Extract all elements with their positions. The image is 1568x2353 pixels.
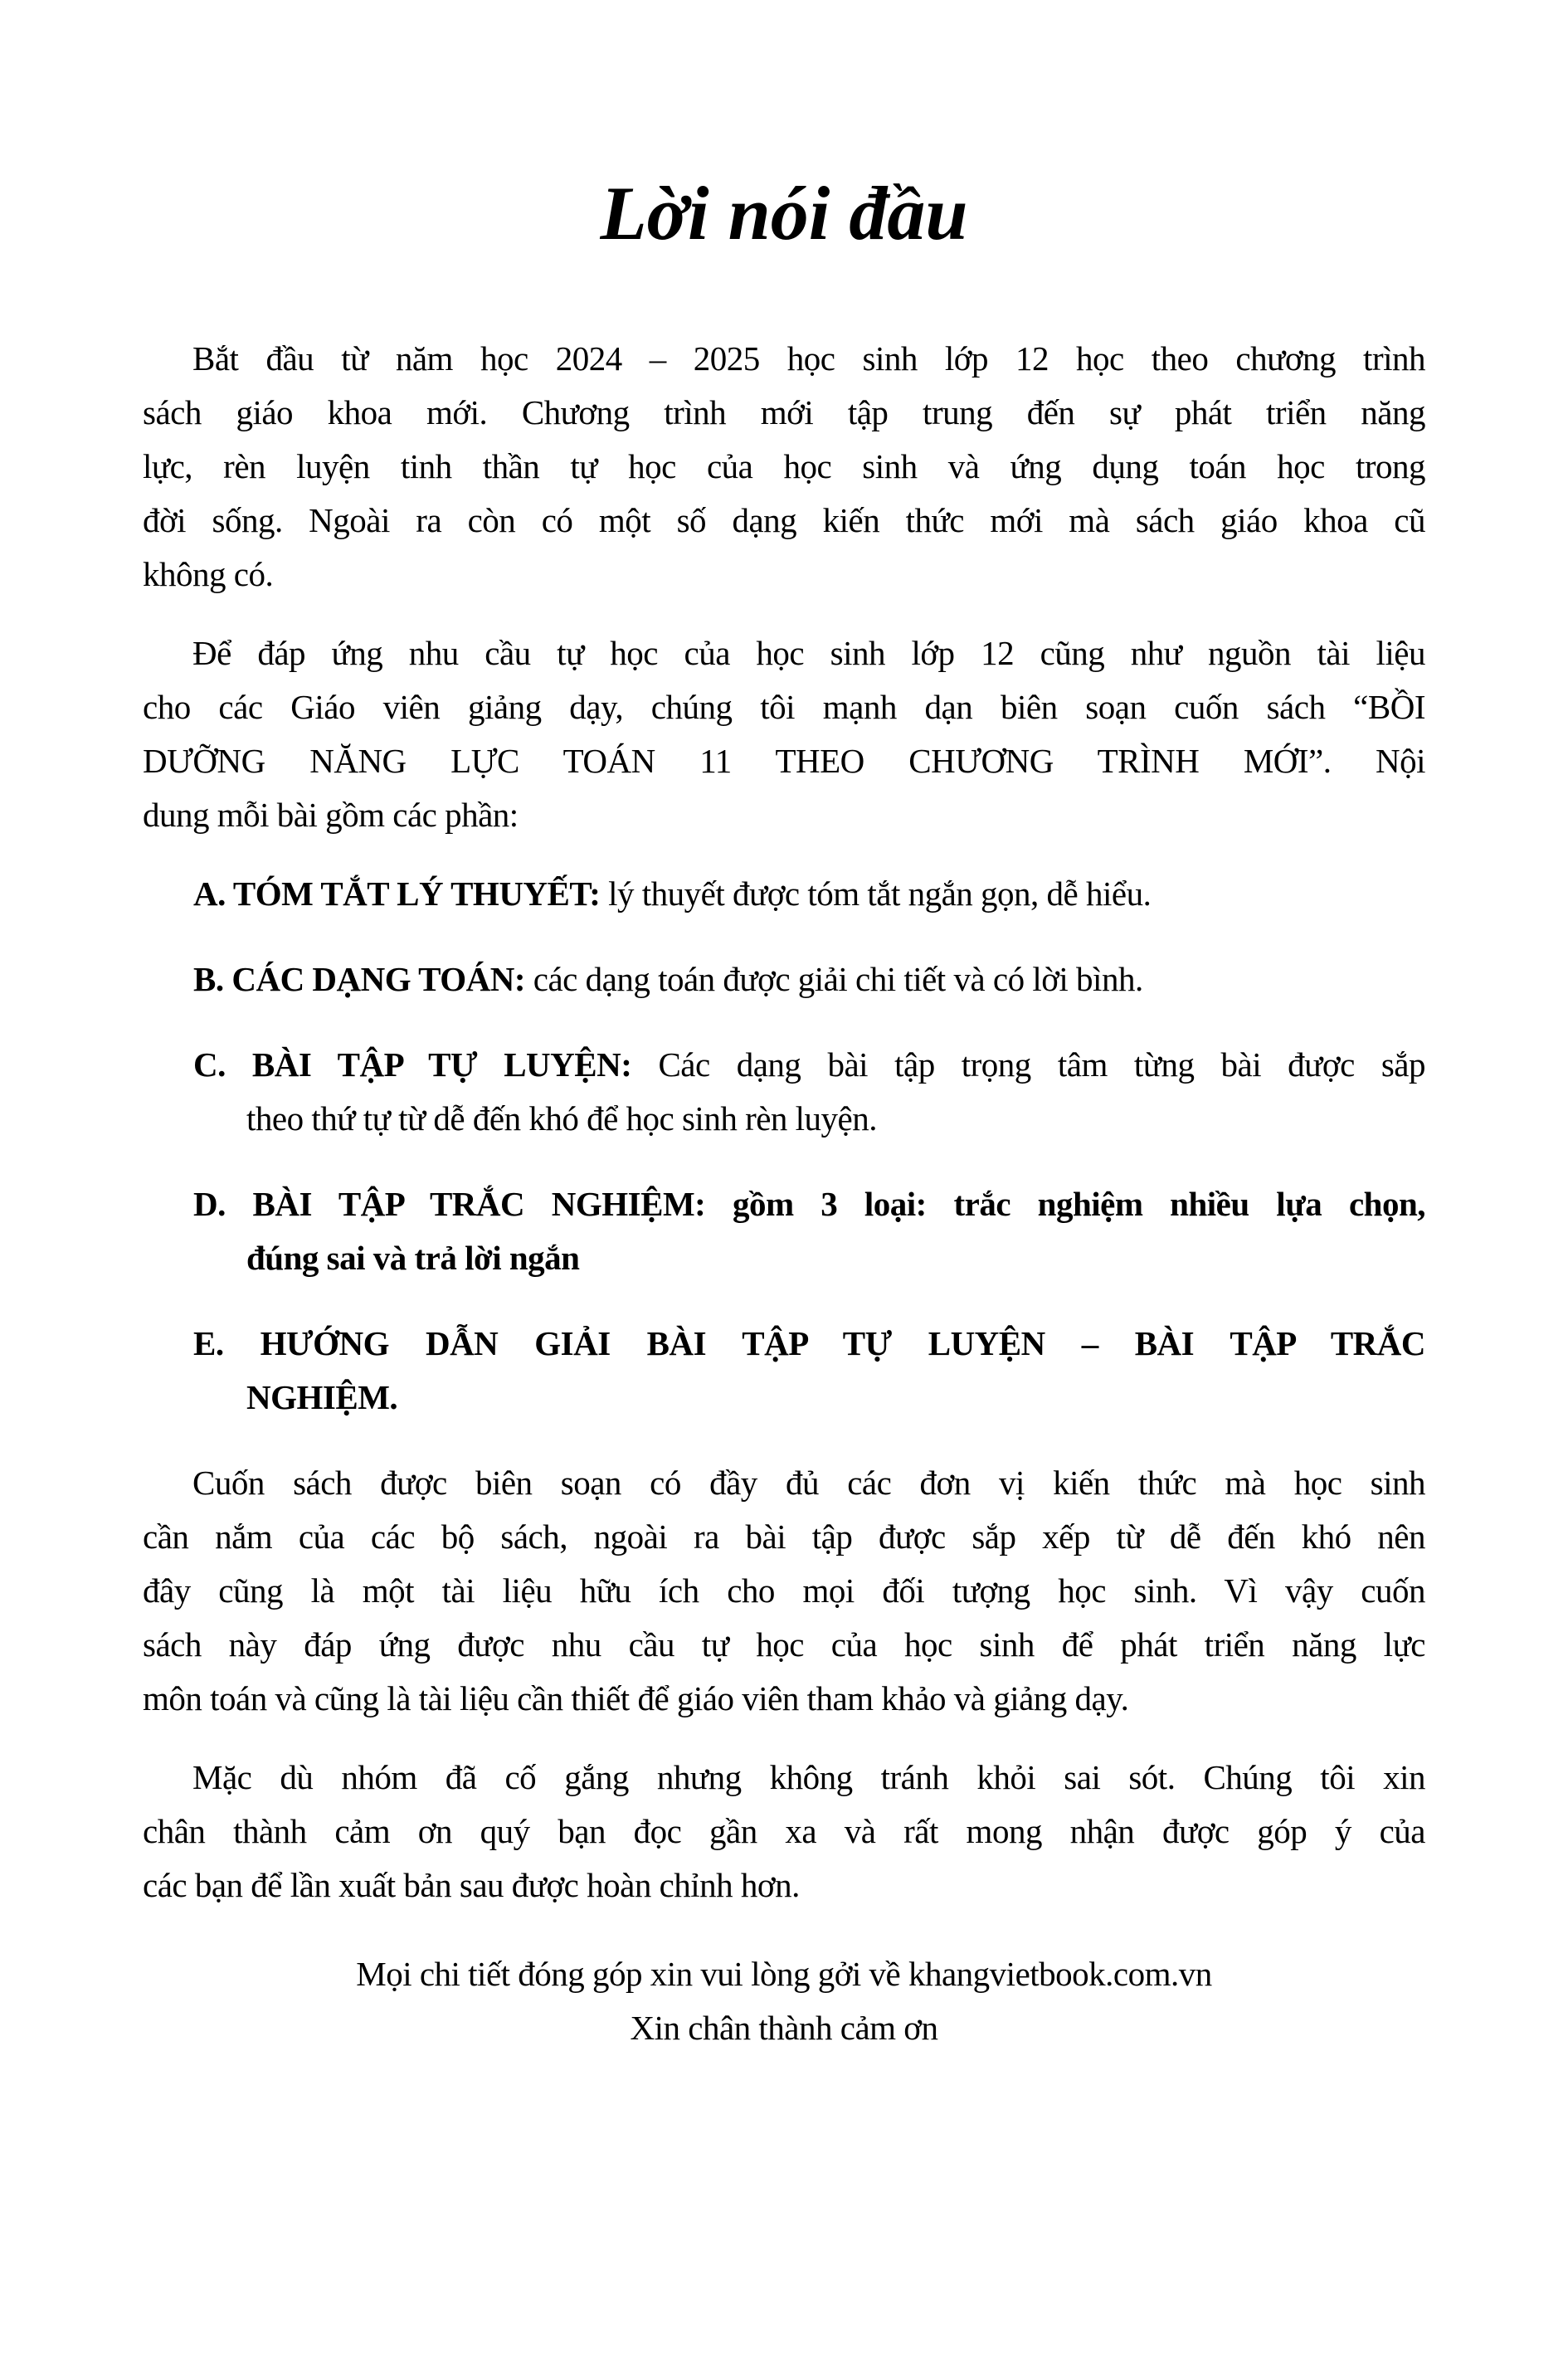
text-line: theo thứ tự từ dễ đến khó để học sinh rèn luyện. bbox=[246, 1099, 878, 1138]
page-title: Lời nói đầu bbox=[600, 171, 968, 256]
text-line bbox=[143, 1038, 1425, 1092]
text-line: Mặc dù nhóm đã cố gắng nhưng không tránh khỏi sai sót. Chúng tôi xin bbox=[192, 1758, 1425, 1796]
text-line: đúng sai và trả lời ngắn bbox=[246, 1239, 580, 1277]
list-item-label: A. TÓM TẮT LÝ THUYẾT: bbox=[193, 874, 609, 913]
text-line: E. HƯỚNG DẪN GIẢI BÀI TẬP TỰ LUYỆN – BÀI TẬP TRẮC bbox=[193, 1324, 1425, 1362]
list-item-c bbox=[143, 1038, 1425, 1146]
contact-line: Mọi chi tiết đóng góp xin vui lòng gởi về khangvietbook.com.vn bbox=[356, 1955, 1212, 1993]
text-line: chân thành cảm ơn quý bạn đọc gần xa và rất mong nhận được góp ý của bbox=[143, 1812, 1425, 1850]
text-line: Bắt đầu từ năm học 2024 – 2025 học sinh lớp 12 học theo chương trình bbox=[192, 339, 1425, 378]
text-line: đây cũng là một tài liệu hữu ích cho mọi đối tượng học sinh. Vì vậy cuốn bbox=[143, 1571, 1425, 1610]
text-line: cho các Giáo viên giảng dạy, chúng tôi mạnh dạn biên soạn cuốn sách “BỒI bbox=[143, 688, 1425, 726]
text-line: lực, rèn luyện tinh thần tự học của học sinh và ứng dụng toán học trong bbox=[143, 447, 1425, 485]
list-item-a bbox=[143, 867, 1425, 921]
list-item-text: lý thuyết được tóm tắt ngắn gọn, dễ hiểu. bbox=[608, 874, 1152, 913]
paragraph-purpose bbox=[143, 626, 1425, 842]
text-line: cần nắm của các bộ sách, ngoài ra bài tập được sắp xếp từ dễ đến khó nên bbox=[143, 1518, 1425, 1556]
text-line: NGHIỆM. bbox=[246, 1378, 398, 1416]
list-item-e bbox=[143, 1317, 1425, 1425]
list-item-label: B. CÁC DẠNG TOÁN: bbox=[193, 960, 533, 998]
text-line: sách này đáp ứng được nhu cầu tự học của học sinh để phát triển năng lực bbox=[143, 1625, 1425, 1664]
text-line: DƯỠNG NĂNG LỰC TOÁN 11 THEO CHƯƠNG TRÌNH MỚI”. Nội bbox=[143, 742, 1425, 780]
list-item-text: các dạng toán được giải chi tiết và có lời bình. bbox=[533, 960, 1143, 998]
thanks-line: Xin chân thành cảm ơn bbox=[630, 2009, 938, 2047]
list-item-label: C. BÀI TẬP TỰ LUYỆN: bbox=[193, 1045, 659, 1084]
text-line: Để đáp ứng nhu cầu tự học của học sinh lớp 12 cũng như nguồn tài liệu bbox=[192, 634, 1425, 672]
text-line: các bạn để lần xuất bản sau được hoàn chỉnh hơn. bbox=[143, 1866, 800, 1904]
list-item-b bbox=[143, 952, 1425, 1006]
text-line bbox=[143, 952, 1425, 1006]
text-line: đời sống. Ngoài ra còn có một số dạng kiến thức mới mà sách giáo khoa cũ bbox=[143, 501, 1425, 539]
text-line: D. BÀI TẬP TRẮC NGHIỆM: gồm 3 loại: trắc nghiệm nhiều lựa chọn, bbox=[193, 1185, 1425, 1223]
text-line: Cuốn sách được biên soạn có đầy đủ các đơn vị kiến thức mà học sinh bbox=[192, 1464, 1425, 1502]
paragraph-intro bbox=[143, 332, 1425, 602]
list-item-text: Các dạng bài tập trọng tâm từng bài được sắp bbox=[658, 1045, 1425, 1084]
closing-note bbox=[143, 1947, 1425, 2055]
paragraph-content-summary bbox=[143, 1456, 1425, 1726]
paragraph-apology bbox=[143, 1751, 1425, 1912]
text-line: sách giáo khoa mới. Chương trình mới tập trung đến sự phát triển năng bbox=[143, 393, 1425, 431]
list-item-d bbox=[143, 1177, 1425, 1285]
text-line: dung mỗi bài gồm các phần: bbox=[143, 796, 519, 834]
book-sections-list bbox=[143, 867, 1425, 1425]
text-line: môn toán và cũng là tài liệu cần thiết để giáo viên tham khảo và giảng dạy. bbox=[143, 1679, 1129, 1717]
text-line: không có. bbox=[143, 555, 274, 593]
text-line bbox=[143, 867, 1425, 921]
